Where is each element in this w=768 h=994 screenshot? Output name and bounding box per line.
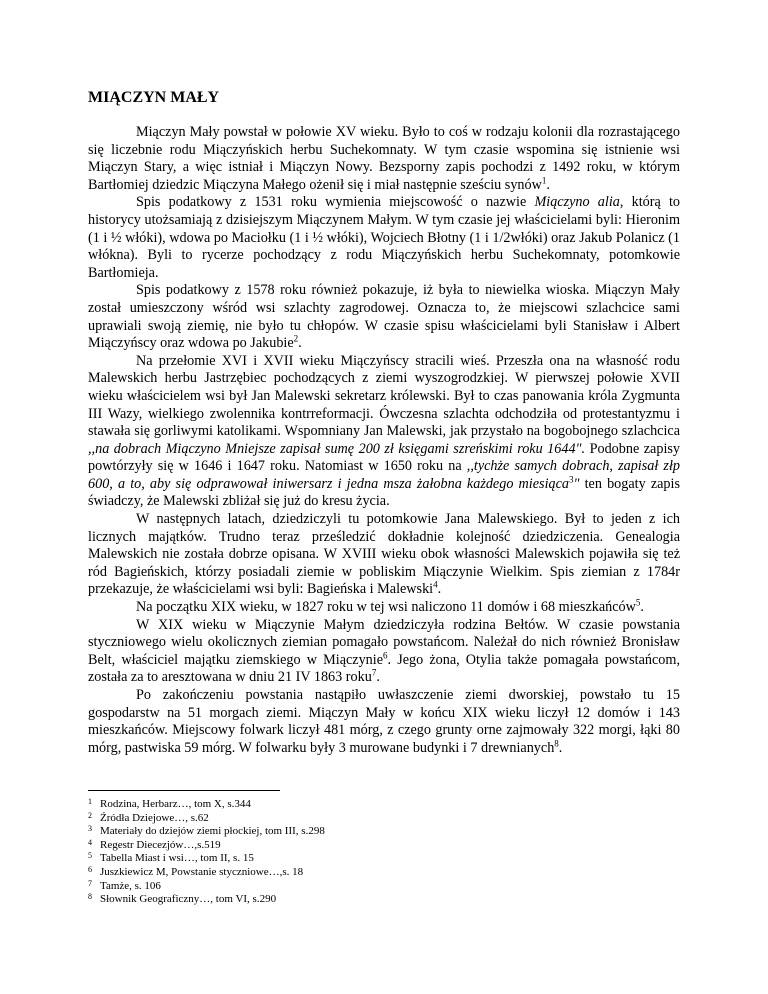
footnote-item — [88, 839, 680, 853]
footnote-number: 7 — [88, 878, 92, 888]
footnotes-list — [88, 798, 680, 907]
paragraph-text: Po zakończeniu powstania nastąpiło uwłaszczenie ziemi dworskiej, powstało tu 15 gospodarstw na 51 morgach ziemi. Miączyn Mały w końcu XIX wieku liczył 12 domów i 143 mieszkańców. Miejscowy folwark liczył 481 mórg, z czego grunty orne zajmowały 322 morgi, łąki 80 mórg, pastwiska 59 mórg. W folwarku były 3 murowane budynki i 7 drewnianych — [88, 687, 680, 756]
footnote-item — [88, 880, 680, 894]
footnote-ref[interactable]: 8 — [554, 738, 559, 749]
footnote-text: Materiały do dziejów ziemi płockiej, tom III, s.298 — [100, 825, 325, 838]
italic-quote-end: " — [573, 475, 580, 492]
footnote-separator — [88, 790, 280, 791]
paragraph-1 — [88, 124, 680, 194]
paragraph-4 — [88, 353, 680, 511]
paragraph-text: . — [558, 739, 563, 756]
footnote-text: Rodzina, Herbarz…, tom X, s.344 — [100, 798, 251, 810]
paragraph-7 — [88, 617, 680, 687]
paragraph-6 — [88, 599, 680, 617]
footnote-number: 4 — [88, 837, 92, 847]
document-body — [88, 124, 680, 757]
paragraph-8 — [88, 687, 680, 757]
footnote-number: 2 — [88, 810, 92, 820]
page-title: MIĄCZYN MAŁY — [88, 89, 220, 106]
paragraph-text: . — [298, 335, 302, 352]
paragraph-text: . — [640, 599, 644, 616]
italic-quote: ,,na dobrach Miączyno Mniejsze zapisał sumę 200 zł księgami szreńskimi roku 1644". — [88, 440, 586, 457]
footnote-item — [88, 866, 680, 880]
paragraph-text: . Jego żona, Otylia także pomagała powstańcom, została za to aresztowana w dniu 21 IV 1863 roku — [88, 651, 680, 686]
footnote-text: Źródła Dziejowe…, s.62 — [100, 811, 209, 824]
paragraph-text: Spis podatkowy z 1578 roku również pokazuje, iż była to niewielka wioska. Miączyn Mały został umieszczony wśród wsi szlachty zagrodowej. Oznacza to, że miejscowi szlachcice sami uprawiali swoją ziemię, nie było tu chłopów. W czasie spisu właścicielami byli Stanisław i Albert Miączyńscy oraz wdowa po Jakubie — [88, 282, 680, 352]
footnote-ref[interactable]: 6 — [383, 650, 388, 661]
footnote-item — [88, 825, 680, 839]
footnote-ref[interactable]: 4 — [433, 579, 438, 590]
paragraph-text: . — [546, 176, 550, 193]
footnote-ref[interactable]: 3 — [569, 474, 574, 485]
italic-text: Miączyno alia — [534, 194, 620, 211]
footnote-ref[interactable]: 1 — [541, 175, 547, 186]
footnote-text: Juszkiewicz M, Powstanie styczniowe…,s. 18 — [100, 865, 304, 878]
paragraph-text: . — [376, 669, 380, 686]
footnote-text: Tabella Miast i wsi…, tom II, s. 15 — [100, 852, 254, 865]
footnote-number: 8 — [88, 892, 92, 902]
paragraph-text: , którą to historycy utożsamiają z dzisiejszym Miączynem Małym. W tym czasie jej właścicielami byli: Hieronim (1 i ½ włóki), wdowa po Maciołku (1 i ½ włóki), Wojciech Błotny (1 i 1/2włóki) oraz Jakub Polanicz (1 włókna). Byli to rycerze pochodzący z rodu Miączyńskich herbu Suchekomnaty, potomkowie Bartłomieja. — [88, 194, 681, 281]
paragraph-text: Na początku XIX wieku, w 1827 roku w tej wsi naliczono 11 domów i 68 mieszkańców — [136, 599, 636, 616]
paragraph-text: Na przełomie XVI i XVII wieku Miączyńscy stracili wieś. Przeszła ona na własność rodu Malewskich herbu Jastrzębiec pochodzących z ziemi wyszogrodzkiej. W pierwszej połowie XVII wieku właścicielem wsi był Jan Malewski sekretarz królewski. Był to czas panowania króla Zygmunta III Wazy, wielkiego zwolennika kontrreformacji. Ówczesna szlachta odchodziła od protestantyzmu i stawała się gorliwymi katolikami. Wspomniany Jan Malewski, jak przystało na bogobojnego szlachcica — [88, 352, 680, 440]
paragraph-text: Miączyn Mały powstał w połowie XV wieku. Było to coś w rodzaju kolonii dla rozrastającego się liczebnie rodu Miączyńskich herbu Suchekomnaty. W tym czasie wspomina się istnienie wsi Miączyn Stary, a więc istniał i Miączyn Nowy. Bezsporny zapis pochodzi z 1492 roku, w którym Bartłomiej dziedzic Miączyna Małego ożenił się i miał następnie sześciu synów — [88, 124, 680, 193]
footnote-number: 3 — [88, 824, 92, 834]
paragraph-text: Podobne zapisy powtórzyły się w 1646 i 1647 roku. Natomiast w 1650 roku na — [88, 440, 681, 475]
footnote-item — [88, 812, 680, 826]
footnote-item — [88, 798, 680, 812]
footnote-ref[interactable]: 7 — [371, 667, 377, 678]
footnote-text: Tamże, s. 106 — [100, 879, 161, 892]
footnote-number: 5 — [88, 851, 92, 861]
paragraph-text: ten bogaty zapis świadczy, że Malewski zbliżał się już do kresu życia. — [88, 475, 680, 510]
paragraph-text: W następnych latach, dziedziczyli tu potomkowie Jana Malewskiego. Był to jeden z ich licznych majątków. Trudno teraz prześledzić dokładnie kolejność dziedziczenia. Genealogia Malewskich nie została dobrze opisana. W XVIII wieku obok własności Malewskich pojawiła się też ród Bagieńskich, którzy posiadali ziemie w pobliskim Miączynie Wielkim. Spis ziemian z 1784r przekazuje, że właścicielami wsi byli: Bagieńska i Malewski — [88, 511, 680, 598]
footnote-text: Słownik Geograficzny…, tom VI, s.290 — [100, 893, 277, 906]
paragraph-text: Spis podatkowy z 1531 roku wymienia miejscowość o nazwie — [136, 194, 535, 211]
italic-quote: ,,tychże samych dobrach, zapisał złp 600, a to, aby się odprawował iniwersarz i jedna msza żałobna każdego miesiąca — [88, 458, 680, 492]
paragraph-5 — [88, 511, 680, 599]
footnote-item — [88, 852, 680, 866]
paragraph-text: . — [437, 581, 442, 598]
footnote-ref[interactable]: 2 — [293, 333, 299, 344]
paragraph-3 — [88, 282, 680, 352]
paragraph-text: W XIX wieku w Miączynie Małym dziedziczyła rodzina Bełtów. W czasie powstania styczniowego wielu okolicznych ziemian pomagało powstańcom. Należał do nich również Bronisław Belt, właściciel majątku ziemskiego w Miączynie — [88, 616, 680, 668]
footnote-number: 1 — [88, 797, 92, 806]
footnote-item — [88, 893, 680, 907]
paragraph-2 — [88, 194, 680, 282]
footnote-text: Regestr Diecezjów…,s.519 — [100, 838, 221, 851]
footnote-ref[interactable]: 5 — [635, 597, 641, 608]
footnote-number: 6 — [88, 864, 92, 874]
